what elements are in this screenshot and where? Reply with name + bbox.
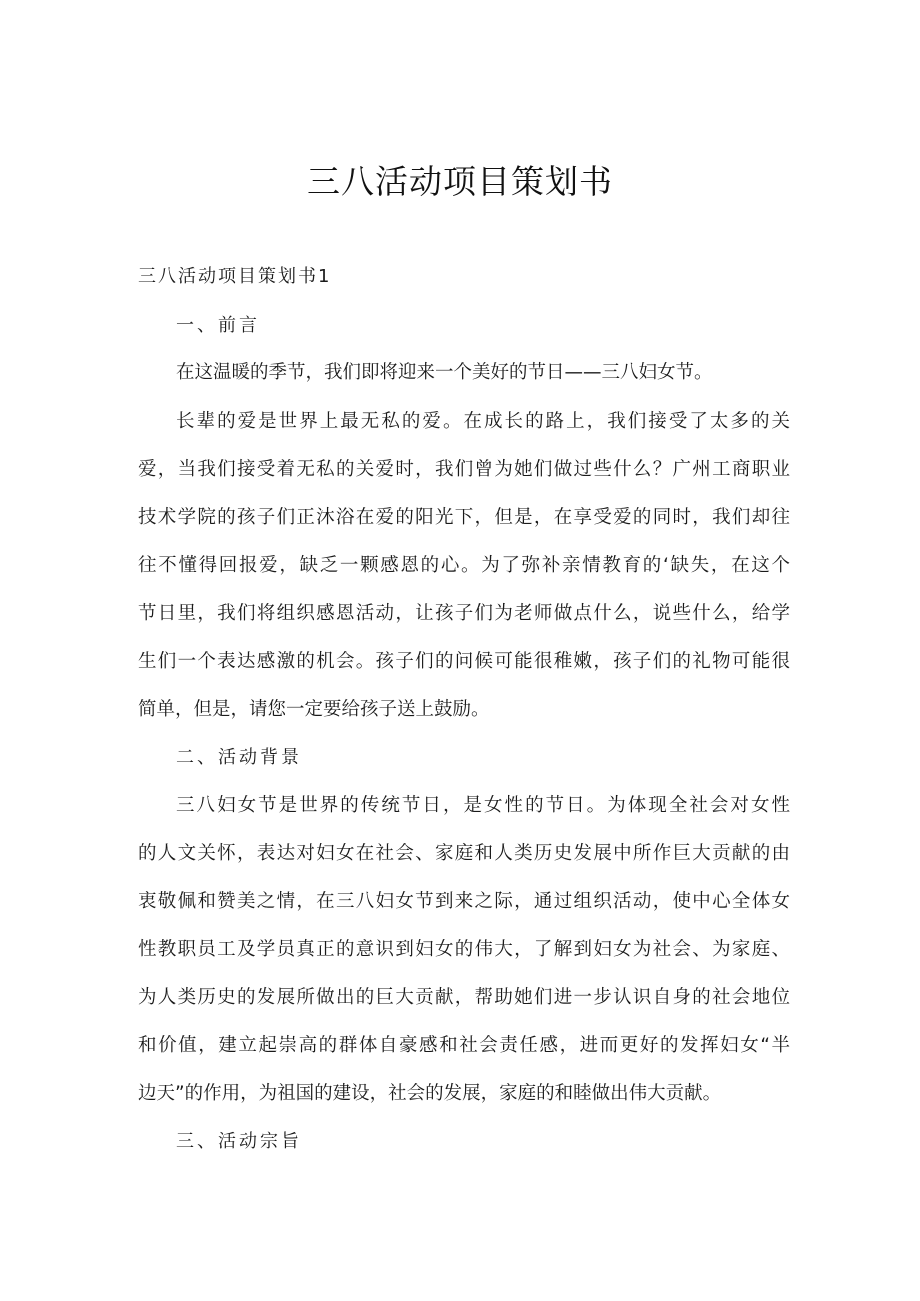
paragraph-line: 衷敬佩和赞美之情，在三八妇女节到来之际，通过组织活动，使中心全体女 (138, 891, 790, 912)
paragraph-line: 和价值，建立起崇高的群体自豪感和社会责任感，进而更好的发挥妇女“半 (138, 1035, 790, 1056)
paragraph-line: 简单，但是，请您一定要给孩子送上鼓励。 (138, 699, 490, 720)
paragraph-line: 爱，当我们接受着无私的关爱时，我们曾为她们做过些什么？广州工商职业 (138, 459, 790, 480)
paragraph-line: 在这温暖的季节，我们即将迎来一个美好的节日——三八妇女节。 (176, 362, 713, 383)
section-heading-background: 二、活动背景 (176, 747, 302, 768)
paragraph-line: 边天”的作用，为祖国的建设，社会的发展，家庭的和睦做出伟大贡献。 (138, 1083, 722, 1104)
paragraph-line: 生们一个表达感激的机会。孩子们的问候可能很稚嫩，孩子们的礼物可能很 (138, 651, 790, 672)
paragraph-line: 性教职员工及学员真正的意识到妇女的伟大，了解到妇女为社会、为家庭、 (138, 939, 790, 960)
paragraph-line: 节日里，我们将组织感恩活动，让孩子们为老师做点什么，说些什么，给学 (138, 603, 790, 624)
document-subtitle: 三八活动项目策划书1 (138, 266, 332, 287)
document-title: 三八活动项目策划书 (307, 162, 613, 201)
paragraph-line: 为人类历史的发展所做出的巨大贡献，帮助她们进一步认识自身的社会地位 (138, 987, 790, 1008)
section-heading-preface: 一、前言 (176, 315, 260, 336)
paragraph-line: 长辈的爱是世界上最无私的爱。在成长的路上，我们接受了太多的关 (176, 411, 790, 432)
section-heading-purpose: 三、活动宗旨 (176, 1131, 302, 1152)
paragraph-line: 的人文关怀，表达对妇女在社会、家庭和人类历史发展中所作巨大贡献的由 (138, 843, 790, 864)
paragraph-line: 往不懂得回报爱，缺乏一颗感恩的心。为了弥补亲情教育的‘缺失，在这个 (138, 555, 790, 576)
paragraph-line: 三八妇女节是世界的传统节日，是女性的节日。为体现全社会对女性 (176, 795, 790, 816)
paragraph-line: 技术学院的孩子们正沐浴在爱的阳光下，但是，在享受爱的同时，我们却往 (138, 507, 790, 528)
